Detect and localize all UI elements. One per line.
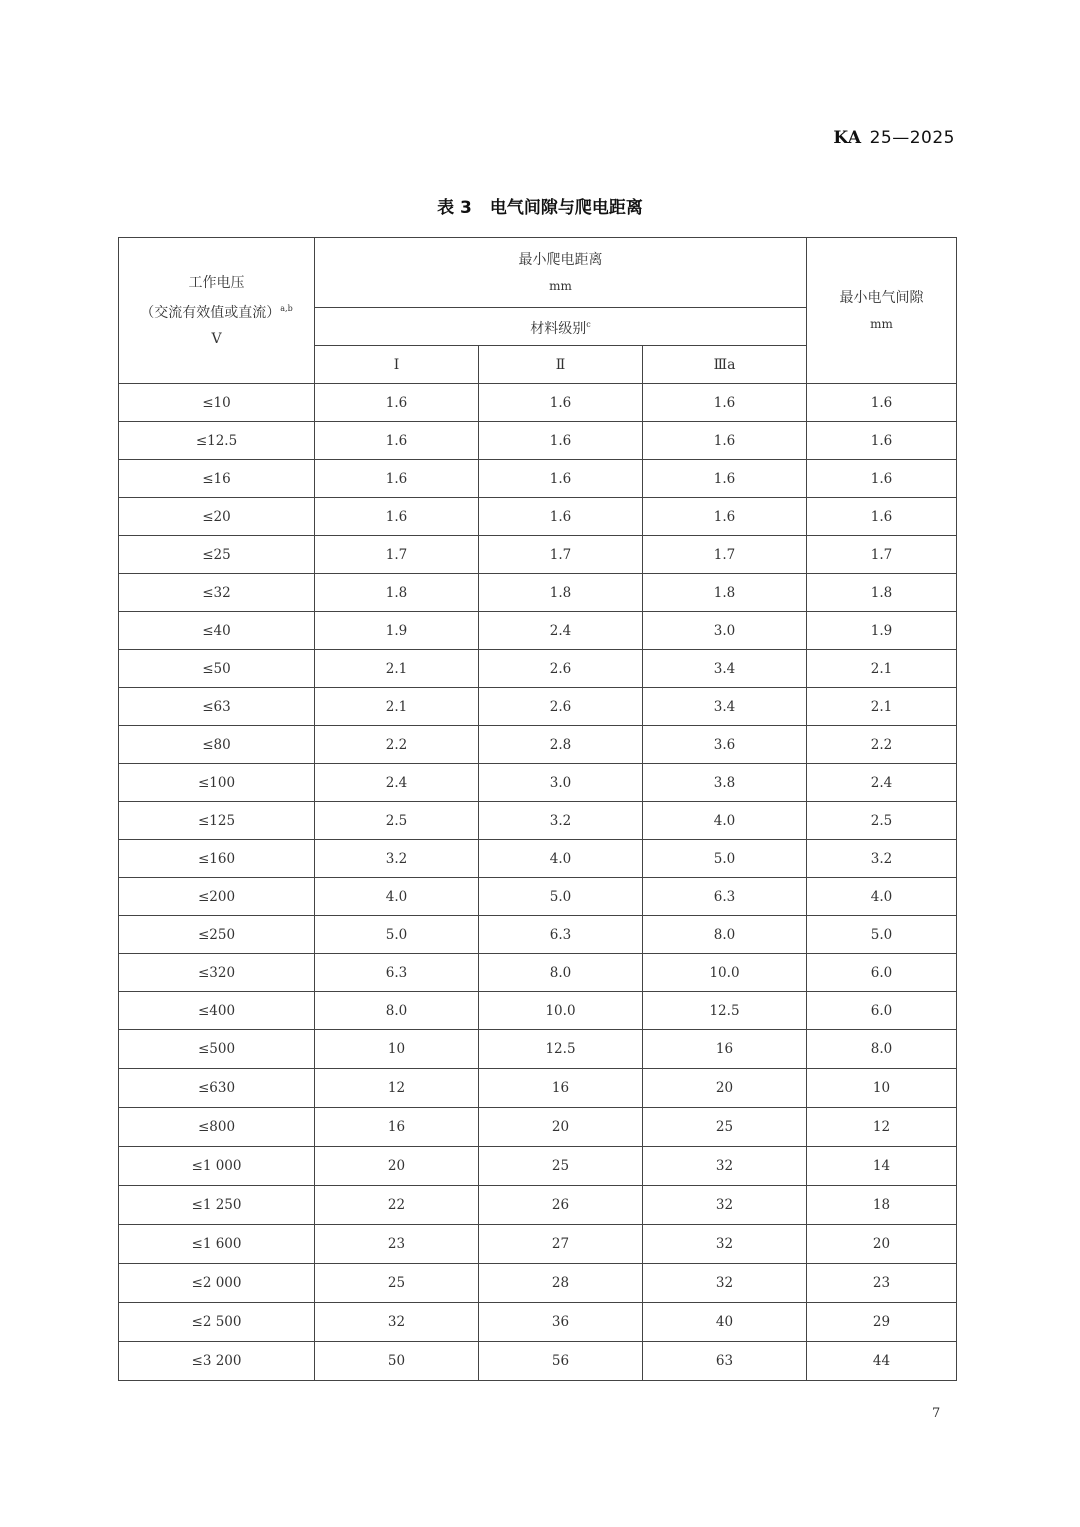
creepage-group-1-cell: 6.3 <box>315 954 479 992</box>
clearance-cell: 18 <box>807 1186 957 1225</box>
clearance-cell: 2.4 <box>807 764 957 802</box>
creepage-group-1-cell: 1.6 <box>315 498 479 536</box>
page-number: 7 <box>932 1406 941 1421</box>
creepage-group-1-cell: 4.0 <box>315 878 479 916</box>
creepage-group-2-cell: 56 <box>479 1342 643 1381</box>
creepage-group-1-cell: 1.6 <box>315 384 479 422</box>
creepage-group-2-cell: 1.6 <box>479 498 643 536</box>
clearance-cell: 44 <box>807 1342 957 1381</box>
creepage-group-2-cell: 20 <box>479 1108 643 1147</box>
creepage-group-2-cell: 6.3 <box>479 916 643 954</box>
clearance-cell: 1.6 <box>807 498 957 536</box>
creepage-group-3a-cell: 3.4 <box>643 650 807 688</box>
creepage-group-1-cell: 20 <box>315 1147 479 1186</box>
clearance-cell: 1.6 <box>807 384 957 422</box>
creepage-group-3a-cell: 32 <box>643 1147 807 1186</box>
table-row <box>119 878 957 916</box>
creepage-group-2-cell: 1.7 <box>479 536 643 574</box>
creepage-group-1-cell: 1.9 <box>315 612 479 650</box>
clearance-creepage-table <box>118 237 957 1381</box>
voltage-cell: ≤1 600 <box>119 1225 315 1264</box>
clearance-cell: 14 <box>807 1147 957 1186</box>
creepage-group-3a-cell: 1.6 <box>643 422 807 460</box>
creepage-group-1-cell: 23 <box>315 1225 479 1264</box>
creepage-group-1-cell: 16 <box>315 1108 479 1147</box>
table-row <box>119 1147 957 1186</box>
table-row <box>119 916 957 954</box>
creepage-group-3a-cell: 12.5 <box>643 992 807 1030</box>
creepage-group-3a-cell: 10.0 <box>643 954 807 992</box>
clearance-cell: 1.9 <box>807 612 957 650</box>
creepage-group-3a-cell: 3.8 <box>643 764 807 802</box>
voltage-cell: ≤2 500 <box>119 1303 315 1342</box>
creepage-group-2-cell: 28 <box>479 1264 643 1303</box>
creepage-title: 最小爬电距离 <box>518 251 603 268</box>
creepage-unit: mm <box>549 278 572 293</box>
creepage-group-2-cell: 2.4 <box>479 612 643 650</box>
table-row <box>119 1069 957 1108</box>
creepage-group-3a-cell: 1.8 <box>643 574 807 612</box>
creepage-group-1-cell: 1.6 <box>315 422 479 460</box>
material-group-header: 材料级别$^c$ <box>315 308 807 346</box>
table-row <box>119 1342 957 1381</box>
clearance-cell: 29 <box>807 1303 957 1342</box>
voltage-cell: ≤20 <box>119 498 315 536</box>
creepage-group-1-cell: 2.1 <box>315 650 479 688</box>
table-row <box>119 574 957 612</box>
voltage-cell: ≤50 <box>119 650 315 688</box>
clearance-cell: 1.6 <box>807 422 957 460</box>
clearance-cell: 3.2 <box>807 840 957 878</box>
creepage-group-1-cell: 5.0 <box>315 916 479 954</box>
creepage-group-1-cell: 2.5 <box>315 802 479 840</box>
creepage-group-3a-cell: 1.6 <box>643 384 807 422</box>
voltage-cell: ≤320 <box>119 954 315 992</box>
clearance-cell: 1.8 <box>807 574 957 612</box>
creepage-group-2-cell: 3.0 <box>479 764 643 802</box>
voltage-cell: ≤32 <box>119 574 315 612</box>
table-row <box>119 802 957 840</box>
creepage-group-3a-cell: 3.4 <box>643 688 807 726</box>
creepage-group-2-cell: 2.6 <box>479 650 643 688</box>
creepage-group-2-cell: 36 <box>479 1303 643 1342</box>
creepage-group-1-cell: 12 <box>315 1069 479 1108</box>
material-group-3a: Ⅲa <box>643 346 807 384</box>
creepage-group-2-cell: 3.2 <box>479 802 643 840</box>
creepage-group-3a-cell: 25 <box>643 1108 807 1147</box>
voltage-footnote-ref: a,b <box>280 303 293 313</box>
voltage-cell: ≤40 <box>119 612 315 650</box>
creepage-group-3a-cell: 1.7 <box>643 536 807 574</box>
table-title <box>0 193 1080 218</box>
voltage-cell: ≤630 <box>119 1069 315 1108</box>
creepage-group-1-cell: 22 <box>315 1186 479 1225</box>
creepage-group-3a-cell: 3.0 <box>643 612 807 650</box>
creepage-group-1-cell: 1.6 <box>315 460 479 498</box>
creepage-group-1-cell: 32 <box>315 1303 479 1342</box>
creepage-group-1-cell: 1.8 <box>315 574 479 612</box>
creepage-group-2-cell: 1.6 <box>479 460 643 498</box>
voltage-cell: ≤500 <box>119 1030 315 1069</box>
creepage-group-3a-cell: 32 <box>643 1186 807 1225</box>
table-row <box>119 1186 957 1225</box>
creepage-group-2-cell: 1.6 <box>479 422 643 460</box>
table-row <box>119 1225 957 1264</box>
creepage-group-1-cell: 50 <box>315 1342 479 1381</box>
table-row <box>119 688 957 726</box>
table-row <box>119 612 957 650</box>
voltage-cell: ≤100 <box>119 764 315 802</box>
creepage-group-3a-cell: 5.0 <box>643 840 807 878</box>
clearance-cell: 2.1 <box>807 688 957 726</box>
table-row <box>119 840 957 878</box>
clearance-cell: 23 <box>807 1264 957 1303</box>
table-row <box>119 1108 957 1147</box>
table-row <box>119 992 957 1030</box>
voltage-cell: ≤16 <box>119 460 315 498</box>
voltage-unit: V <box>211 330 222 347</box>
clearance-title: 最小电气间隙 <box>839 289 924 306</box>
voltage-cell: ≤12.5 <box>119 422 315 460</box>
voltage-cell: ≤400 <box>119 992 315 1030</box>
table-row <box>119 422 957 460</box>
creepage-group-2-cell: 1.8 <box>479 574 643 612</box>
clearance-cell: 5.0 <box>807 916 957 954</box>
voltage-cell: ≤160 <box>119 840 315 878</box>
creepage-group-3a-cell: 4.0 <box>643 802 807 840</box>
voltage-cell: ≤25 <box>119 536 315 574</box>
creepage-group-3a-cell: 32 <box>643 1225 807 1264</box>
creepage-group-3a-cell: 63 <box>643 1342 807 1381</box>
creepage-group-1-cell: 3.2 <box>315 840 479 878</box>
creepage-group-3a-cell: 40 <box>643 1303 807 1342</box>
table-title-text: 电气间隙与爬电距离 <box>489 198 643 218</box>
voltage-cell: ≤200 <box>119 878 315 916</box>
table-row <box>119 384 957 422</box>
table-body <box>119 384 957 1381</box>
creepage-group-2-cell: 5.0 <box>479 878 643 916</box>
creepage-group-2-cell: 27 <box>479 1225 643 1264</box>
clearance-cell: 12 <box>807 1108 957 1147</box>
table-row <box>119 726 957 764</box>
table-row <box>119 954 957 992</box>
creepage-group-3a-cell: 3.6 <box>643 726 807 764</box>
clearance-cell: 20 <box>807 1225 957 1264</box>
standard-number: 25—2025 <box>869 128 955 148</box>
voltage-header-line2: （交流有效值或直流）$^{a,b}$ <box>140 303 293 321</box>
table-row <box>119 536 957 574</box>
table-row <box>119 1264 957 1303</box>
voltage-cell: ≤800 <box>119 1108 315 1147</box>
clearance-cell: 2.1 <box>807 650 957 688</box>
clearance-unit: mm <box>870 316 893 331</box>
voltage-cell: ≤2 000 <box>119 1264 315 1303</box>
creepage-group-3a-cell: 1.6 <box>643 460 807 498</box>
voltage-cell: ≤1 250 <box>119 1186 315 1225</box>
creepage-group-1-cell: 2.2 <box>315 726 479 764</box>
creepage-group-2-cell: 25 <box>479 1147 643 1186</box>
creepage-group-2-cell: 10.0 <box>479 992 643 1030</box>
table-number: 表 3 <box>437 198 472 218</box>
standard-prefix: KA <box>833 128 862 148</box>
voltage-cell: ≤250 <box>119 916 315 954</box>
material-footnote-ref: c <box>586 319 591 329</box>
voltage-cell: ≤80 <box>119 726 315 764</box>
creepage-group-2-cell: 8.0 <box>479 954 643 992</box>
clearance-cell: 8.0 <box>807 1030 957 1069</box>
creepage-group-1-cell: 8.0 <box>315 992 479 1030</box>
creepage-group-3a-cell: 16 <box>643 1030 807 1069</box>
voltage-header-line1: 工作电压 <box>188 274 245 291</box>
table-row <box>119 1303 957 1342</box>
creepage-group-2-cell: 2.6 <box>479 688 643 726</box>
clearance-header <box>807 238 957 384</box>
standard-code <box>833 128 955 148</box>
creepage-group-2-cell: 12.5 <box>479 1030 643 1069</box>
voltage-cell: ≤10 <box>119 384 315 422</box>
creepage-group-1-cell: 2.1 <box>315 688 479 726</box>
creepage-group-3a-cell: 32 <box>643 1264 807 1303</box>
creepage-group-1-cell: 10 <box>315 1030 479 1069</box>
table-row <box>119 1030 957 1069</box>
clearance-cell: 1.6 <box>807 460 957 498</box>
voltage-header <box>119 238 315 384</box>
creepage-group-1-cell: 25 <box>315 1264 479 1303</box>
material-group-2: Ⅱ <box>479 346 643 384</box>
creepage-header <box>315 238 807 308</box>
creepage-group-3a-cell: 6.3 <box>643 878 807 916</box>
creepage-group-3a-cell: 1.6 <box>643 498 807 536</box>
clearance-cell: 6.0 <box>807 954 957 992</box>
creepage-group-2-cell: 4.0 <box>479 840 643 878</box>
clearance-cell: 4.0 <box>807 878 957 916</box>
creepage-group-1-cell: 2.4 <box>315 764 479 802</box>
voltage-cell: ≤1 000 <box>119 1147 315 1186</box>
creepage-group-2-cell: 16 <box>479 1069 643 1108</box>
clearance-cell: 2.2 <box>807 726 957 764</box>
material-group-1: Ⅰ <box>315 346 479 384</box>
creepage-group-3a-cell: 20 <box>643 1069 807 1108</box>
table-row <box>119 650 957 688</box>
creepage-group-3a-cell: 8.0 <box>643 916 807 954</box>
clearance-cell: 1.7 <box>807 536 957 574</box>
table-row <box>119 498 957 536</box>
creepage-group-2-cell: 2.8 <box>479 726 643 764</box>
table-row <box>119 764 957 802</box>
creepage-group-1-cell: 1.7 <box>315 536 479 574</box>
voltage-cell: ≤3 200 <box>119 1342 315 1381</box>
voltage-cell: ≤125 <box>119 802 315 840</box>
voltage-cell: ≤63 <box>119 688 315 726</box>
creepage-group-2-cell: 1.6 <box>479 384 643 422</box>
clearance-cell: 2.5 <box>807 802 957 840</box>
table-row <box>119 460 957 498</box>
clearance-cell: 10 <box>807 1069 957 1108</box>
creepage-group-2-cell: 26 <box>479 1186 643 1225</box>
clearance-cell: 6.0 <box>807 992 957 1030</box>
